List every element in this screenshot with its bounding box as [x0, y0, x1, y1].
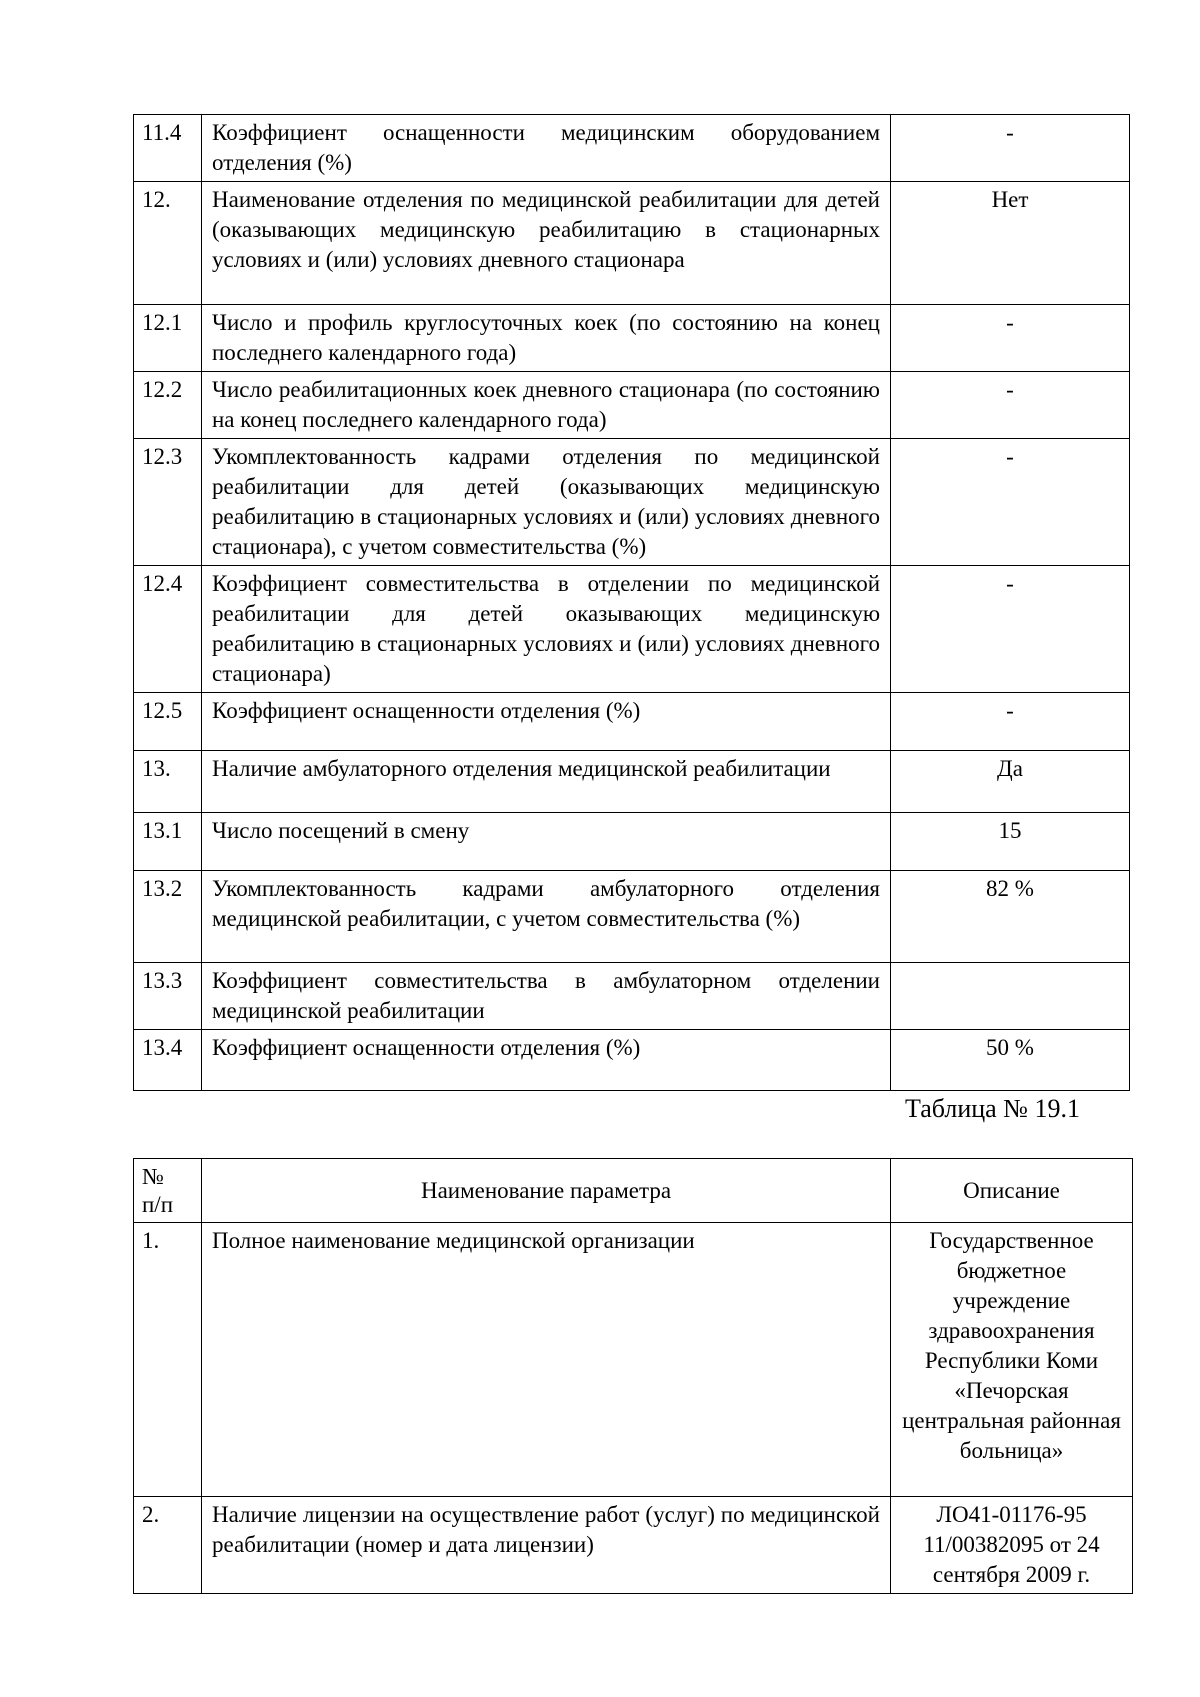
- table-row: [134, 1223, 1133, 1497]
- table-row: [134, 566, 1130, 693]
- header-number: [134, 1159, 202, 1223]
- row-value: -: [891, 566, 1130, 693]
- row-parameter: Число реабилитационных коек дневного стационара (по состоянию на конец последнего календарного года): [202, 372, 891, 439]
- row-number: 13.: [134, 751, 202, 813]
- row-number: 12.4: [134, 566, 202, 693]
- organization-info-table: [133, 1158, 1133, 1594]
- rehab-parameters-table: [133, 114, 1130, 1091]
- row-value: 50 %: [891, 1030, 1130, 1091]
- row-number: 11.4: [134, 115, 202, 182]
- row-number: 13.3: [134, 963, 202, 1030]
- table-row: [134, 115, 1130, 182]
- row-parameter: Число посещений в смену: [202, 813, 891, 871]
- row-value: -: [891, 439, 1130, 566]
- row-value: Государственное бюджетное учреждение здравоохранения Республики Коми «Печорская центральная районная больница»: [891, 1223, 1133, 1497]
- row-value: ЛО41-01176-95 11/00382095 от 24 сентября 2009 г.: [891, 1497, 1133, 1594]
- header-description: Описание: [891, 1159, 1133, 1223]
- table-header-row: [134, 1159, 1133, 1223]
- row-parameter: Коэффициент оснащенности отделения (%): [202, 1030, 891, 1091]
- row-parameter: Коэффициент оснащенности отделения (%): [202, 693, 891, 751]
- table-row: [134, 813, 1130, 871]
- row-number: 12.5: [134, 693, 202, 751]
- table-row: [134, 439, 1130, 566]
- row-value: -: [891, 115, 1130, 182]
- row-number: 13.2: [134, 871, 202, 963]
- row-parameter: Наличие амбулаторного отделения медицинской реабилитации: [202, 751, 891, 813]
- table-row: [134, 372, 1130, 439]
- table-row: [134, 963, 1130, 1030]
- table-row: [134, 1497, 1133, 1594]
- row-parameter: Коэффициент оснащенности медицинским оборудованием отделения (%): [202, 115, 891, 182]
- row-parameter: Наименование отделения по медицинской реабилитации для детей (оказывающих медицинскую реабилитацию в стационарных условиях и (или) условиях дневного стационара: [202, 182, 891, 305]
- row-parameter: Наличие лицензии на осуществление работ (услуг) по медицинской реабилитации (номер и дата лицензии): [202, 1497, 891, 1594]
- row-value: [891, 963, 1130, 1030]
- row-number: 13.4: [134, 1030, 202, 1091]
- row-number: 1.: [134, 1223, 202, 1497]
- table-row: [134, 305, 1130, 372]
- row-value: 15: [891, 813, 1130, 871]
- row-parameter: Коэффициент совместительства в отделении по медицинской реабилитации для детей оказывающих медицинскую реабилитацию в стационарных условиях и (или) условиях дневного стационара): [202, 566, 891, 693]
- row-parameter: Укомплектованность кадрами отделения по медицинской реабилитации для детей (оказывающих медицинскую реабилитацию в стационарных условиях и (или) условиях дневного стационара), с учетом совместительства (%): [202, 439, 891, 566]
- header-number-line1: №: [142, 1164, 164, 1189]
- header-parameter: Наименование параметра: [202, 1159, 891, 1223]
- table-row: [134, 871, 1130, 963]
- row-value: -: [891, 693, 1130, 751]
- table-row: [134, 693, 1130, 751]
- row-parameter: Коэффициент совместительства в амбулаторном отделении медицинской реабилитации: [202, 963, 891, 1030]
- row-number: 12.: [134, 182, 202, 305]
- row-value: -: [891, 305, 1130, 372]
- table-caption: Таблица № 19.1: [904, 1094, 1080, 1123]
- row-number: 12.2: [134, 372, 202, 439]
- row-number: 2.: [134, 1497, 202, 1594]
- row-number: 12.3: [134, 439, 202, 566]
- row-parameter: Укомплектованность кадрами амбулаторного отделения медицинской реабилитации, с учетом совместительства (%): [202, 871, 891, 963]
- row-value: -: [891, 372, 1130, 439]
- table-row: [134, 182, 1130, 305]
- row-value: Нет: [891, 182, 1130, 305]
- row-parameter: Число и профиль круглосуточных коек (по состоянию на конец последнего календарного года): [202, 305, 891, 372]
- row-number: 12.1: [134, 305, 202, 372]
- row-parameter: Полное наименование медицинской организации: [202, 1223, 891, 1497]
- row-number: 13.1: [134, 813, 202, 871]
- row-value: 82 %: [891, 871, 1130, 963]
- row-value: Да: [891, 751, 1130, 813]
- table-row: [134, 1030, 1130, 1091]
- table-row: [134, 751, 1130, 813]
- header-number-line2: п/п: [142, 1192, 174, 1217]
